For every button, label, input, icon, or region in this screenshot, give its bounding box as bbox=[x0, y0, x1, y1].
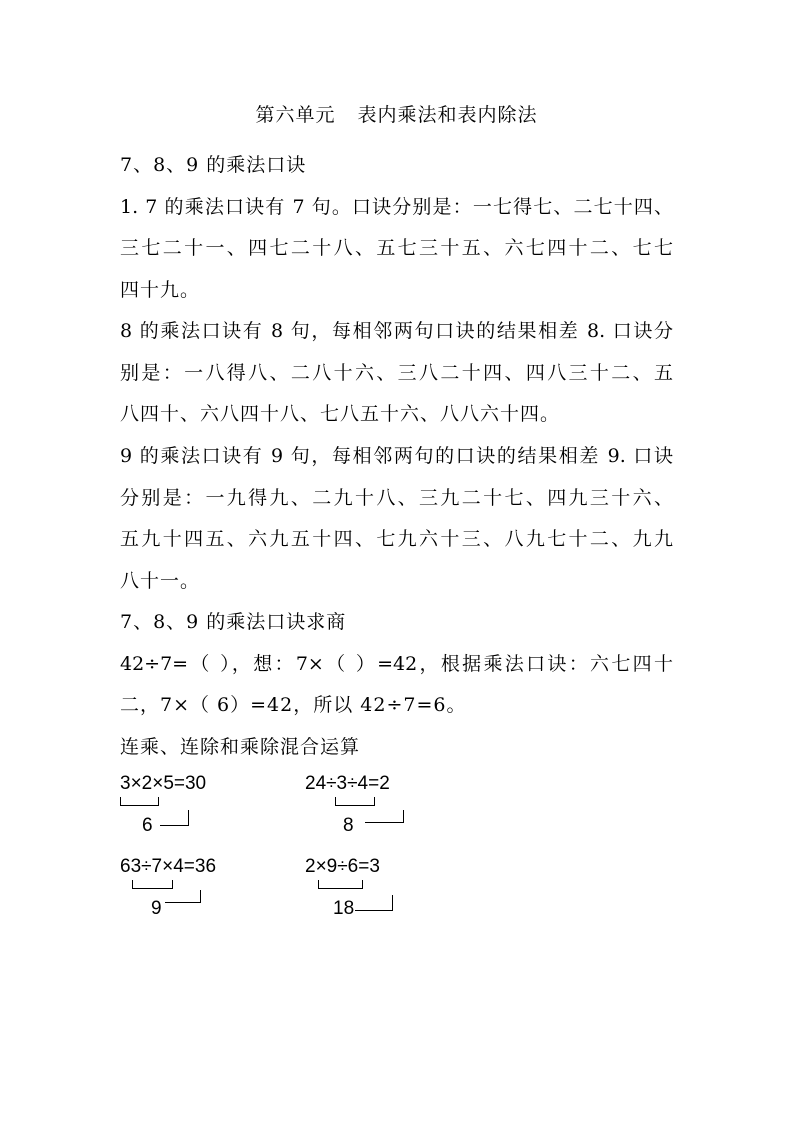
paragraph-9-line-2: 分别是：一九得九、二九十八、三九二十七、四九三十六、 bbox=[120, 487, 673, 509]
example-expression-3: 63÷7×4=36 bbox=[120, 856, 217, 877]
bracket-under bbox=[120, 797, 159, 806]
paragraph-8-line-1: 8 的乘法口诀有 8 句，每相邻两句口诀的结果相差 8. 口诀分 bbox=[120, 320, 673, 342]
bracket-link bbox=[165, 890, 201, 903]
example-expression-1: 3×2×5=30 bbox=[120, 773, 207, 794]
quotient-line-1: 42÷7=（ ），想：7×（ ）=42，根据乘法口诀：六七四十 bbox=[120, 653, 673, 675]
paragraph-9-line-1: 9 的乘法口诀有 9 句，每相邻两句的口诀的结果相差 9. 口诀 bbox=[120, 445, 673, 467]
paragraph-9-line-4: 八十一。 bbox=[120, 570, 201, 592]
paragraph-7-line-1: 1. 7 的乘法口诀有 7 句。口诀分别是：一七得七、二七十四、 bbox=[120, 196, 673, 218]
paragraph-7-line-3: 四十九。 bbox=[120, 279, 201, 301]
example-expression-2: 24÷3÷4=2 bbox=[305, 773, 390, 794]
section-heading-times-tables: 7、8、9 的乘法口诀 bbox=[120, 154, 307, 176]
paragraph-7-line-2: 三七二十一、四七二十八、五七三十五、六七四十二、七七 bbox=[120, 237, 673, 259]
bracket-link bbox=[365, 810, 404, 823]
unit-topic: 表内乘法和表内除法 bbox=[357, 104, 538, 126]
bracket-link bbox=[355, 895, 393, 911]
example-expression-4: 2×9÷6=3 bbox=[305, 856, 380, 877]
quotient-line-2: 二，7×（ 6）=42，所以 42÷7=6。 bbox=[120, 694, 467, 716]
bracket-under bbox=[335, 797, 375, 806]
section-heading-quotient: 7、8、9 的乘法口诀求商 bbox=[120, 611, 347, 633]
paragraph-9-line-3: 五九十四五、六九五十四、七九六十三、八九七十二、九九 bbox=[120, 528, 673, 550]
unit-label: 第六单元 bbox=[255, 104, 336, 126]
example-partial-result-2: 8 bbox=[343, 815, 354, 836]
section-heading-mixed-operations: 连乘、连除和乘除混合运算 bbox=[120, 736, 361, 758]
example-partial-result-3: 9 bbox=[151, 898, 162, 919]
example-partial-result-4: 18 bbox=[333, 898, 355, 919]
example-partial-result-1: 6 bbox=[142, 815, 153, 836]
paragraph-8-line-3: 八四十、六八四十八、七八五十六、八八六十四。 bbox=[120, 403, 561, 425]
bracket-under bbox=[318, 880, 363, 889]
bracket-under bbox=[132, 880, 173, 889]
paragraph-8-line-2: 别是：一八得八、二八十六、三八二十四、四八三十二、五 bbox=[120, 362, 673, 384]
bracket-link bbox=[160, 810, 189, 826]
page-title bbox=[0, 100, 793, 127]
